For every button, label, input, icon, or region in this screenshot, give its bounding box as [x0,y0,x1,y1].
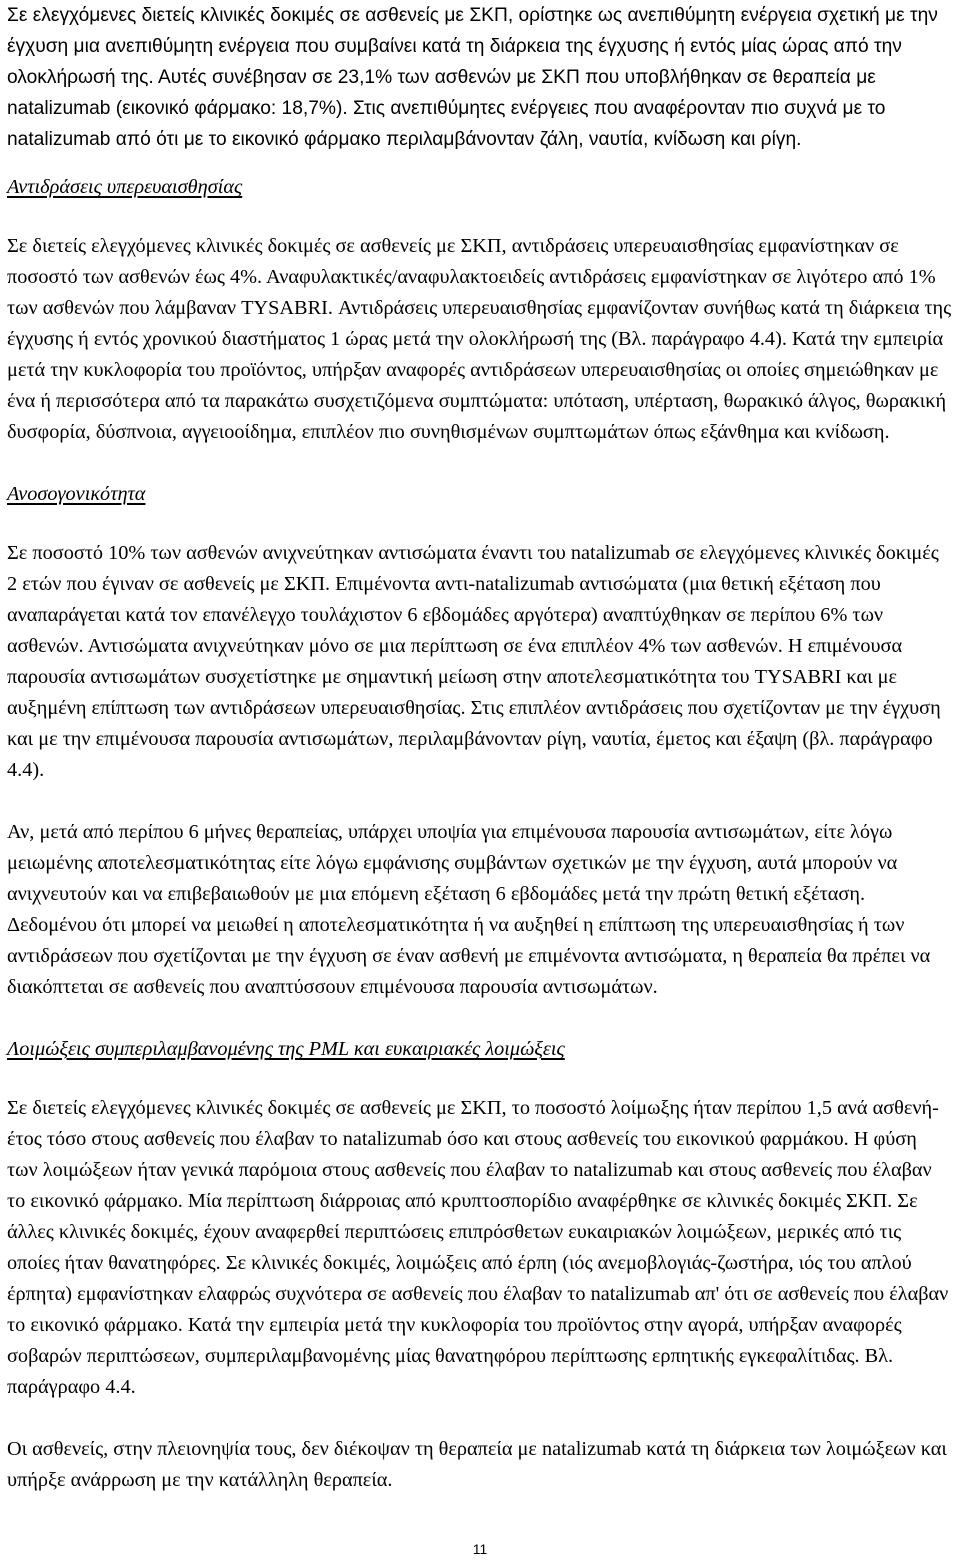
page-number: 11 [472,1541,488,1557]
section-immunogenicity [7,479,952,1003]
section-heading: Ανοσογονικότητα [7,483,146,505]
intro-paragraph: Σε ελεγχόμενες διετείς κλινικές δοκιμές σε ασθενείς με ΣΚΠ, ορίστηκε ως ανεπιθύμητη ενέργεια σχετική με την έγχυση μια ανεπιθύμητη ενέργεια που συμβαίνει κατά τη διάρκεια της έγχυσης ή εντός μίας ώρας από την ολοκλήρωσή της. Αυτές συνέβησαν σε 23,1% των ασθενών με ΣΚΠ που υποβλήθηκαν σε θεραπεία με natalizumab (εικονικό φάρμακο: 18,7%). Στις ανεπιθύμητες ενέργειες που αναφέρονταν πιο συχνά με το natalizumab από ότι με το εικονικό φάρμακο περιλαμβάνονταν ζάλη, ναυτία, κνίδωση και ρίγη. [7,5,938,150]
section-hypersensitivity [7,172,952,448]
section-heading: Αντιδράσεις υπερευαισθησίας [7,176,243,198]
section-infections [7,1034,952,1496]
paragraph: Αν, μετά από περίπου 6 μήνες θεραπείας, υπάρχει υποψία για επιμένουσα παρουσία αντισωμάτων, είτε λόγω μειωμένης αποτελεσματικότητας είτε λόγω εμφάνισης συμβάντων σχετικών με την έγχυση, αυτά μπορούν να ανιχνευτούν και να επιβεβαιωθούν με μια επόμενη εξέταση 6 εβδομάδες μετά την πρώτη θετική εξέταση. Δεδομένου ότι μπορεί να μειωθεί η αποτελεσματικότητα ή να αυξηθεί η επίπτωση της υπερευαισθησίας ή των αντιδράσεων που σχετίζονται με την έγχυση σε έναν ασθενή με επιμένοντα αντισώματα, η θεραπεία θα πρέπει να διακόπτεται σε ασθενείς που αναπτύσσουν επιμένουσα παρουσία αντισωμάτων. [7,821,931,998]
paragraph: Σε διετείς ελεγχόμενες κλινικές δοκιμές σε ασθενείς με ΣΚΠ, αντιδράσεις υπερευαισθησίας εμφανίστηκαν σε ποσοστό των ασθενών έως 4%. Αναφυλακτικές/αναφυλακτοειδείς αντιδράσεις εμφανίστηκαν σε λιγότερο από 1% των ασθενών που λάμβαναν TYSABRI. Αντιδράσεις υπερευαισθησίας εμφανίζονταν συνήθως κατά τη διάρκεια της έγχυσης ή εντός χρονικού διαστήματος 1 ώρας μετά την ολοκλήρωσή της (Βλ. παράγραφο 4.4). Κατά την εμπειρία μετά την κυκλοφορία του προϊόντος, υπήρξαν αναφορές αντιδράσεων υπερευαισθησίας οι οποίες σημειώθηκαν με ένα ή περισσότερα από τα παρακάτω συσχετιζόμενα συμπτώματα: υπόταση, υπέρταση, θωρακικό άλγος, θωρακική δυσφορία, δύσπνοια, αγγειοοίδημα, επιπλέον πιο συνηθισμένων συμπτωμάτων όπως εξάνθημα και κνίδωση. [7,235,952,443]
paragraph: Οι ασθενείς, στην πλειονηψία τους, δεν διέκοψαν τη θεραπεία με natalizumab κατά τη διάρκεια των λοιμώξεων και υπήρξε ανάρρωση με την κατάλληλη θεραπεία. [7,1438,947,1491]
paragraph: Σε διετείς ελεγχόμενες κλινικές δοκιμές σε ασθενείς με ΣΚΠ, το ποσοστό λοίμωξης ήταν περίπου 1,5 ανά ασθενή-έτος τόσο στους ασθενείς που έλαβαν το natalizumab όσο και στους ασθενείς του εικονικού φαρμάκου. Η φύση των λοιμώξεων ήταν γενικά παρόμοια στους ασθενείς που έλαβαν το natalizumab και στους ασθενείς που έλαβαν το εικονικό φάρμακο. Μία περίπτωση διάρροιας από κρυπτοσπορίδιο αναφέρθηκε σε κλινικές δοκιμές ΣΚΠ. Σε άλλες κλινικές δοκιμές, έχουν αναφερθεί περιπτώσεις επιπρόσθετων ευκαιριακών λοιμώξεων, μερικές από τις οποίες ήταν θανατηφόρες. Σε κλινικές δοκιμές, λοιμώξεις από έρπη (ιός ανεμοβλογιάς-ζωστήρα, ιός του απλού έρπητα) εμφανίστηκαν ελαφρώς συχνότερα σε ασθενείς που έλαβαν το natalizumab απ' ότι σε ασθενείς που έλαβαν το εικονικό φάρμακο. Κατά την εμπειρία μετά την κυκλοφορία του προϊόντος στην αγορά, υπήρξαν αναφορές σοβαρών περιπτώσεων, συμπεριλαμβανομένης μίας θανατηφόρου περίπτωσης ερπητικής εγκεφαλίτιδας. Βλ. παράγραφο 4.4. [7,1097,949,1398]
paragraph: Σε ποσοστό 10% των ασθενών ανιχνεύτηκαν αντισώματα έναντι του natalizumab σε ελεγχόμενες κλινικές δοκιμές 2 ετών που έγιναν σε ασθενείς με ΣΚΠ. Επιμένοντα αντι-natalizumab αντισώματα (μια θετική εξέταση που αναπαράγεται κατά τον επανέλεγχο τουλάχιστον 6 εβδομάδες αργότερα) αναπτύχθηκαν σε περίπου 6% των ασθενών. Αντισώματα ανιχνεύτηκαν μόνο σε μια περίπτωση σε ένα επιπλέον 4% των ασθενών. Η επιμένουσα παρουσία αντισωμάτων συσχετίστηκε με σημαντική μείωση στην αποτελεσματικότητα του TYSABRI και με αυξημένη επίπτωση των αντιδράσεων υπερευαισθησίας. Στις επιπλέον αντιδράσεις που σχετίζονταν με την έγχυση και με την επιμένουσα παρουσία αντισωμάτων, περιλαμβάνονταν ρίγη, ναυτία, έμετος και έξαψη (βλ. παράγραφο 4.4). [7,542,941,781]
section-heading: Λοιμώξεις συμπεριλαμβανομένης της PML και ευκαιριακές λοιμώξεις [7,1038,565,1060]
